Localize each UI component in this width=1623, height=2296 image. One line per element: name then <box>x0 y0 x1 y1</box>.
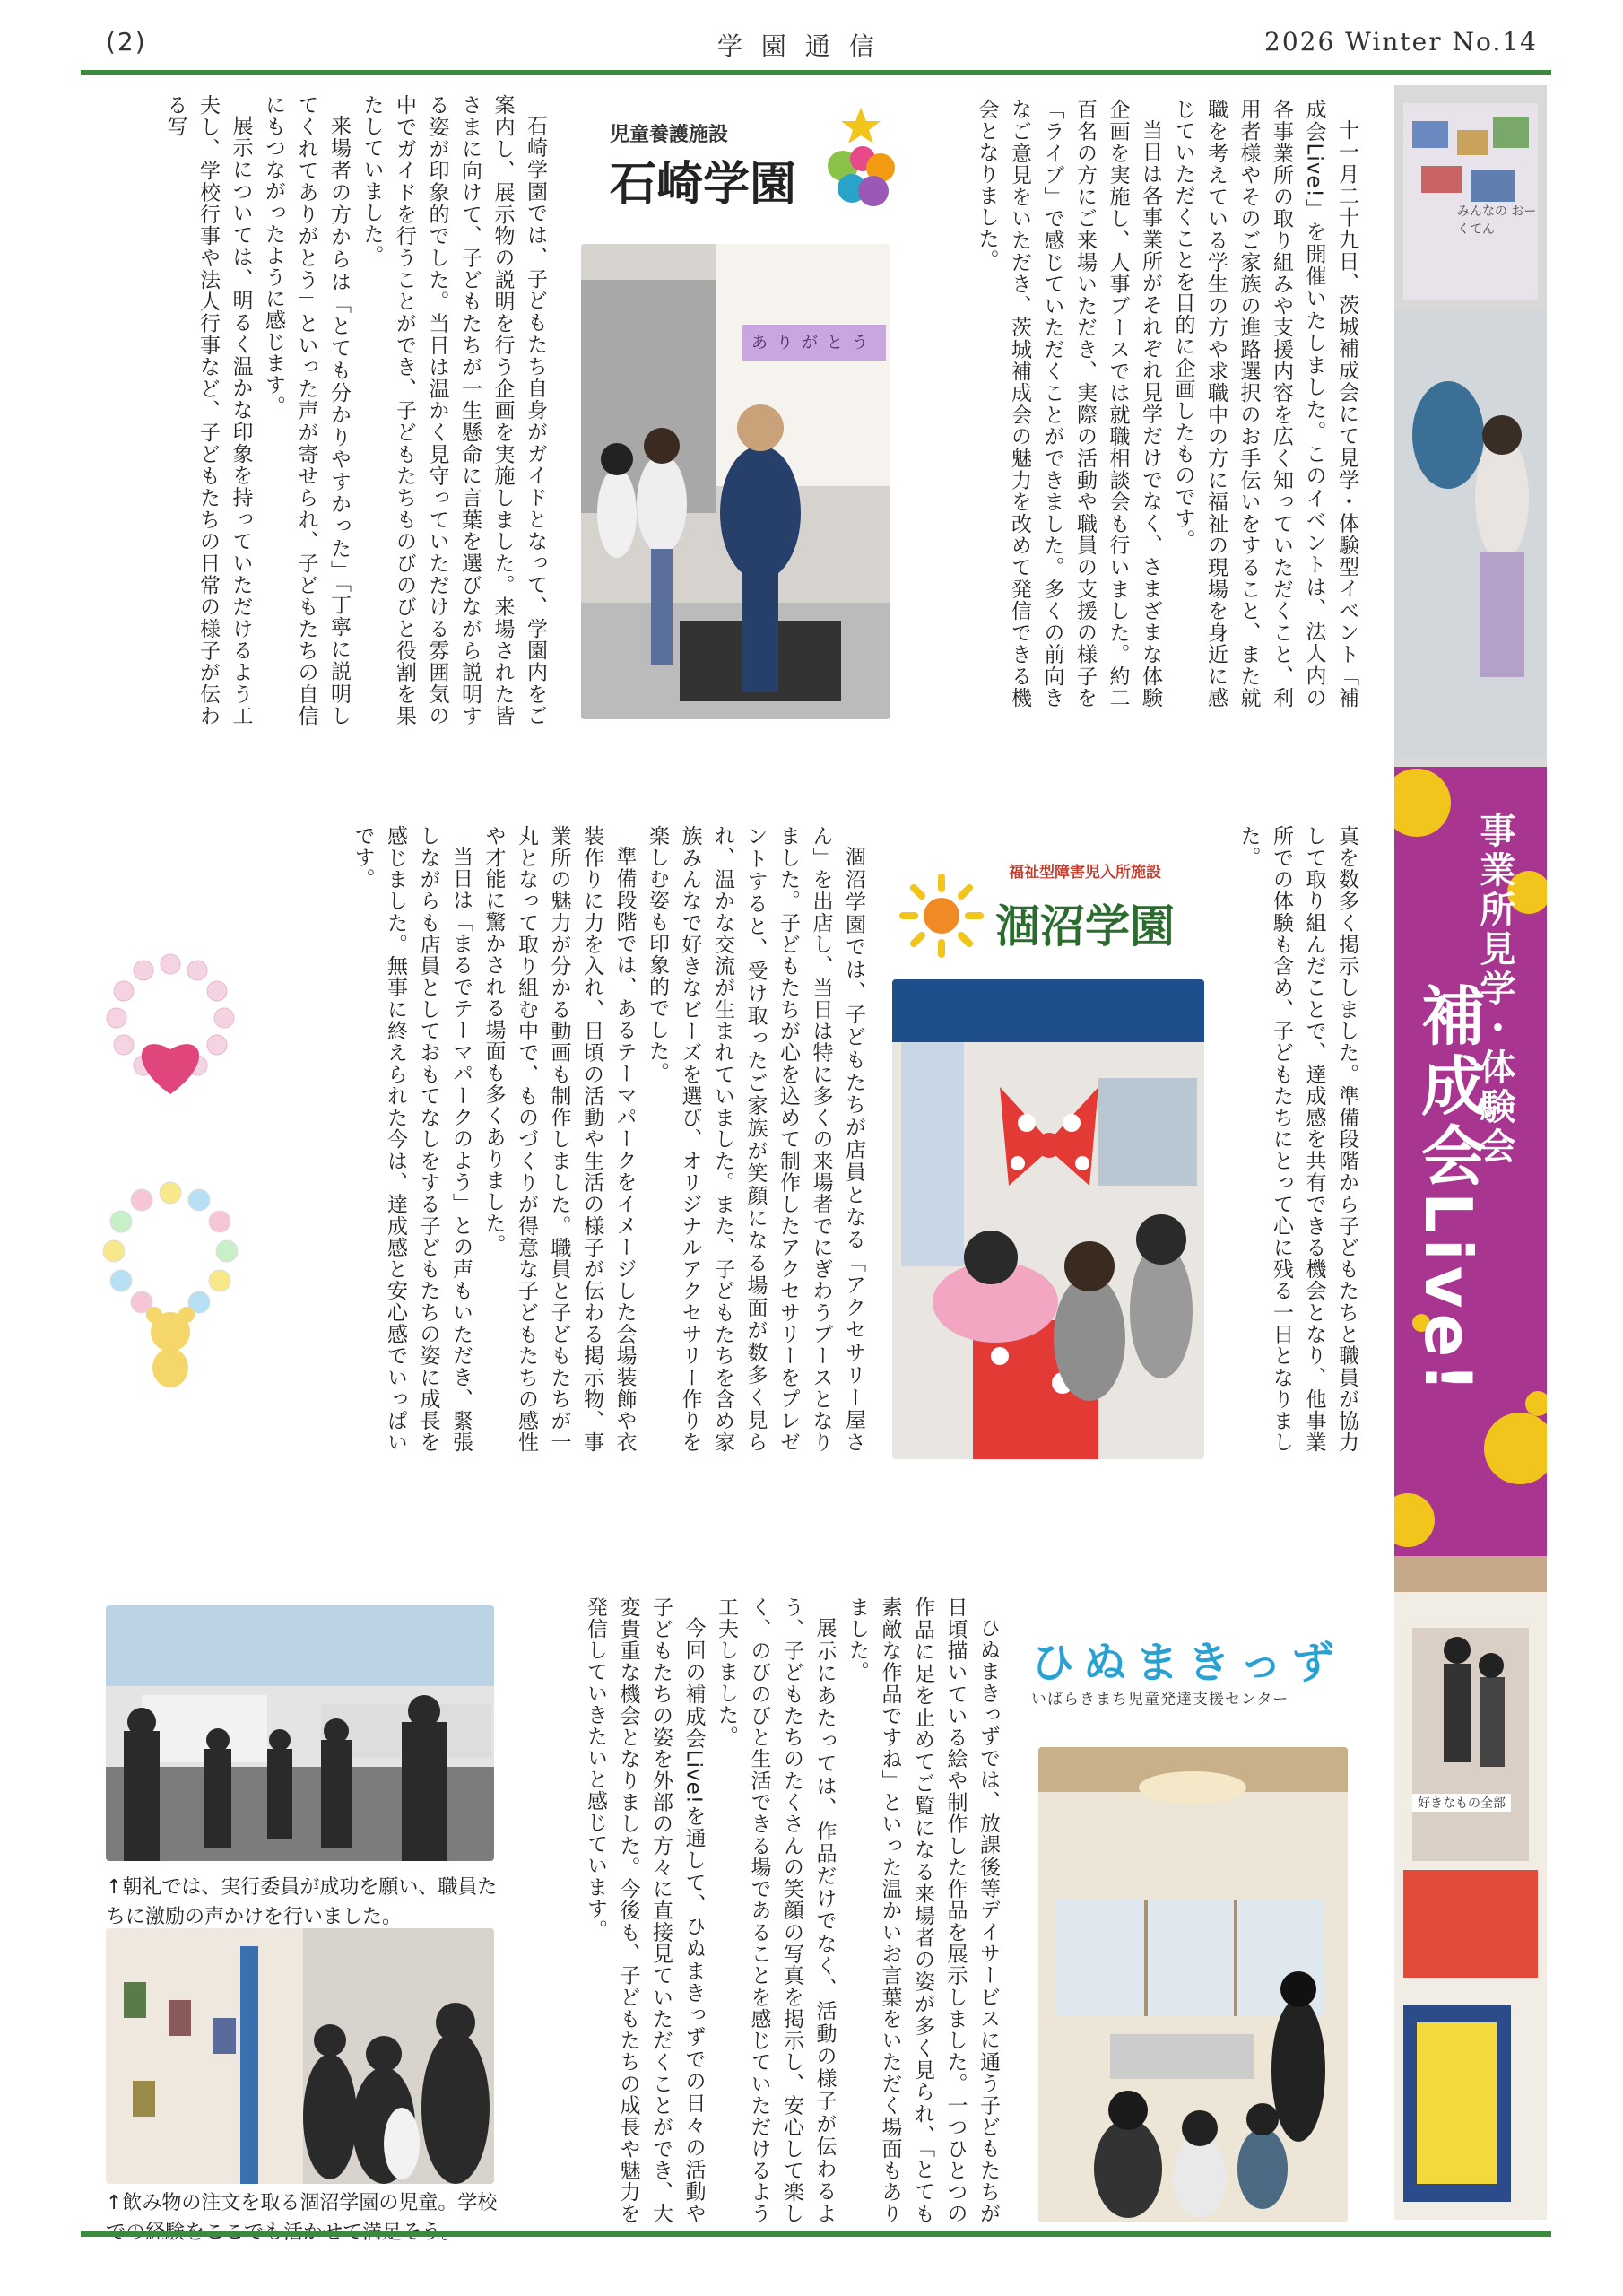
ishizaki-facility-type: 児童養護施設 <box>610 124 729 146</box>
hinuma-paragraph-3: 当日は「まるでテーマパークのよう」との声もいただき、緊張しながらも店員としておもてなしをする子どもたちの姿に成長を感じました。無事に終えられた今は、達成感と安心感でいっぱいです。 <box>351 825 473 1453</box>
page-number: (2) <box>106 27 147 57</box>
banner-subtitle: 事業所見学・体験会 <box>1474 812 1515 1167</box>
hinuma-paragraph-2: 準備段階では、あるテーマパークをイメージした会場装飾や衣装作りに力を入れ、日頃の活動や生活の様子が伝わる掲示物、事業所の魅力が分かる動画も制作しました。職員と子どもたちが一丸となって取り組む中で、ものづくりが得意な子どもたちの感性や才能に驚かされる場面も多くありました。 <box>482 825 637 1453</box>
himaki-paragraph-1: ひぬまきっずでは、放課後等デイサービスに通う子どもたちが日頃描いている絵や制作した作品を展示しました。一つひとつの作品に足を止めてご覧になる来場者の姿が多く見られ、「とても素敵な作品ですね」といった温かいお言葉をいただく場面もありました。 <box>846 1596 1000 2225</box>
himaki-photo <box>1038 1747 1348 2222</box>
issue-label: 2026 Winter No.14 <box>1264 27 1538 57</box>
caption-drinks: ↑飲み物の注文を取る涸沼学園の児童。学校 <box>106 2192 498 2214</box>
hinuma-photo <box>892 979 1204 1459</box>
feature-banner <box>1394 85 1547 2220</box>
caption-morning: ↑朝礼では、実行委員が成功を願い、職員たちに激励の声かけを行いました。 <box>106 1876 498 1928</box>
himaki-text <box>538 1596 1004 2224</box>
exhibit-sign-label: みんなの おーくてん <box>1457 204 1537 237</box>
himaki-name: ひぬまきっず <box>1031 1638 1344 1688</box>
ishizaki-mark-icon <box>816 103 906 220</box>
intro-paragraph-2: 当日は各事業所がそれぞれ見学だけでなく、さまざまな体験企画を実施し、人事ブースでは就職相談会も行いました。約二百名の方にご来場いただき、実際の活動や職員の支援の様子を「ライブ」で感じていただくことができました。多くの前向きなご意見をいただき、茨城補成会の魅力を改めて発信できる機会となりました。 <box>975 99 1162 709</box>
ishizaki-paragraph-3: 展示については、明るく温かな印象を持っていただけるよう工夫し、学校行事や法人行事など、子どもたちの日常の様子が伝わる写 <box>163 94 253 726</box>
continue-text: 真を数多く掲示しました。準備段階から子どもたちと職員が協力して取り組んだことで、達成感を共有できる機会となり、他事業所での体験も含め、子どもたちにとって心に残る一日となりました。 <box>1237 825 1358 1453</box>
hinuma-name: 涸沼学園 <box>995 900 1175 952</box>
ishizaki-paragraph-1: 石崎学園では、子どもたち自身がガイドとなって、学園内をご案内し、展示物の説明を行う企画を実施しました。来場された皆さまに向けて、子どもたちが一生懸命に言葉を選びながら説明する姿が印象的でした。当日は温かく見守っていただける雰囲気の中でガイドを行うことができ、子どもたちものびのびと役割を果たしていました。 <box>360 94 547 726</box>
footer-rule <box>81 2231 1551 2237</box>
ishizaki-name: 石崎学園 <box>610 158 797 212</box>
drinks-order-photo <box>106 1928 494 2184</box>
header-rule <box>81 70 1551 75</box>
intro-paragraph-1: 十一月二十九日、茨城補成会にて見学・体験型イベント「補成会Live!」を開催いたしました。このイベントは、法人内の各事業所の取り組みや支援内容を広く知っていただくこと、利用者様やそのご家族の進路選択のお手伝いをすること、また就職を考えている学生の方や求職中の方に福祉の現場を身近に感じていただくことを目的に企画したものです。 <box>1171 99 1358 709</box>
hinuma-text <box>260 825 870 1453</box>
ishizaki-text <box>85 94 551 726</box>
himaki-subtitle: いばらきまち児童発達支援センター <box>1031 1691 1289 1709</box>
photo-board-label: ありがとう <box>751 334 877 352</box>
himaki-paragraph-3: 今回の補成会Live!を通して、ひぬまきっずでの日々の活動や子どもたちの姿を外部の方々に直接見ていただくことができ、大変貴重な機会となりました。今後も、子どもたちの成長や魅力を発信していきたいと感じています。 <box>584 1596 706 2225</box>
photo-sign-label: 好きなもの全部 <box>1412 1794 1511 1812</box>
hinuma-paragraph-1: 涸沼学園では、子どもたちが店員となる「アクセサリー屋さん」を出店し、当日は特に多くの来場者でにぎわうブースとなりました。子どもたちが心を込めて制作したアクセサリーをプレゼントすると、受け取ったご家族が笑顔になる場面が数多く見られ、温かな交流が生まれていました。また、子どもたちを含め家族みんなで好きなビーズを選び、オリジナルアクセサリー作りを楽しむ姿も印象的でした。 <box>646 825 865 1453</box>
newsletter-title: 学 園 通 信 <box>717 31 880 61</box>
himaki-paragraph-2: 展示にあたっては、作品だけでなく、活動の様子が伝わるよう、子どもたちのたくさんの笑顔の写真を掲示し、安心して楽しく、のびのびと生活できる場であることを感じていただけるよう工夫しました。 <box>715 1596 837 2224</box>
ishizaki-logo <box>592 103 915 220</box>
hinuma-logo <box>892 859 1224 958</box>
ishizaki-paragraph-2: 来場者の方からは「とても分かりやすかった」「丁寧に説明してくれてありがとう」といった声が寄せられ、子どもたちの自信にもつながったように感じます。 <box>262 94 351 726</box>
ishizaki-photo <box>581 244 890 719</box>
pearl-bracelet-heart-icon <box>90 942 251 1103</box>
himaki-logo <box>1031 1628 1372 1718</box>
sun-icon <box>892 873 991 958</box>
colorful-bracelet-bear-icon <box>90 1166 251 1399</box>
morning-assembly-photo <box>106 1605 494 1861</box>
banner-title: 補成会Live! <box>1410 982 1486 1398</box>
intro-text <box>924 99 1363 709</box>
hinuma-facility-type: 福祉型障害児入所施設 <box>1009 864 1161 882</box>
